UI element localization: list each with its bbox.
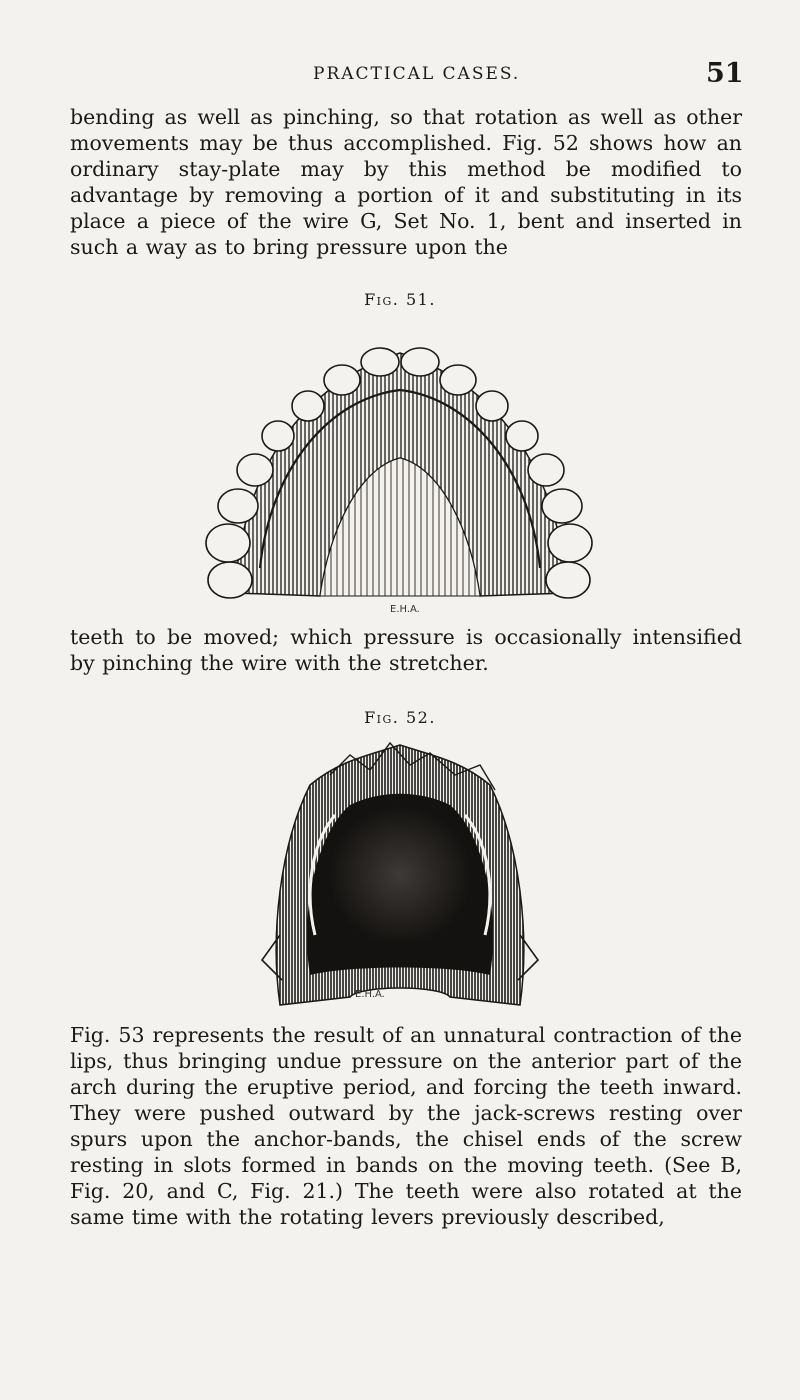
figure-51-illustration (180, 318, 620, 618)
figure-52-caption: Fig. 52. (364, 708, 436, 727)
page-header (0, 58, 800, 98)
figure-51-caption: Fig. 51. (364, 290, 436, 309)
figure-51-signature: E.H.A. (390, 604, 420, 615)
figure-52-signature: E.H.A. (355, 989, 385, 1000)
paragraph-1: bending as well as pinching, so that rotation as well as other movements may be thus accomplished. Fig. 52 shows how an ordinary stay-plate may by this method be modified to advantage by removing a portion of it and substituting in its place a piece of the wire G, Set No. 1, bent and inserted in such a way as to bring pressure upon the (70, 105, 742, 259)
figure-52-illustration (240, 735, 560, 1015)
running-head: PRACTICAL CASES. (313, 64, 521, 84)
paragraph-3: Fig. 53 represents the result of an unnatural contraction of the lips, thus bringing undue pressure on the anterior part of the arch during the eruptive period, and forcing the teeth inward. They were pushed outward by the jack-screws resting over spurs upon the anchor-bands, the chisel ends of the screw resting in slots formed in bands on the moving teeth. (See B, Fig. 20, and C, Fig. 21.) The teeth were also rotated at the same time with the rotating levers previously described, (70, 1023, 742, 1229)
page-number: 51 (706, 58, 744, 89)
paragraph-2: teeth to be moved; which pressure is occasionally intensified by pinching the wire with the stretcher. (70, 625, 742, 675)
